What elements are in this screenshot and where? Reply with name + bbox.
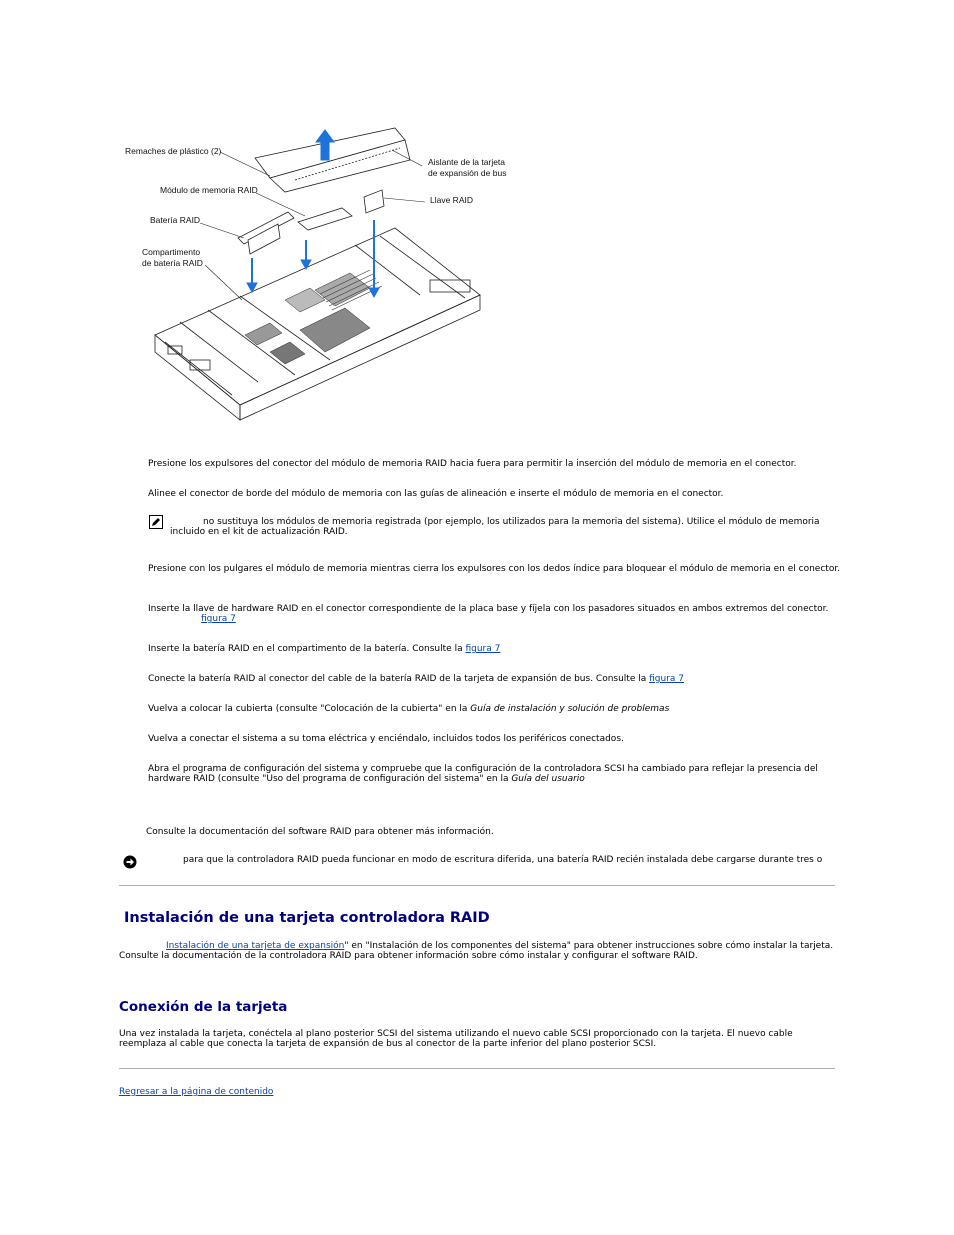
label-raid-memory-module: Módulo de memoria RAID	[160, 185, 258, 195]
note-line-1: no sustituya los módulos de memoria registrada (por ejemplo, los utilizados para la memoria del sistema). Utilice el módulo de memoria	[203, 517, 820, 527]
step-7-italic: Guía de instalación y solución de problemas	[470, 704, 670, 714]
step-5	[148, 644, 500, 655]
label-battery-bay-2: de batería RAID	[142, 258, 203, 268]
pencil-note-icon	[149, 515, 163, 532]
divider-1	[119, 885, 835, 886]
notice-text: para que la controladora RAID pueda funcionar en modo de escritura diferida, una batería RAID recién instalada debe cargarse durante tres o	[183, 855, 823, 865]
label-battery-bay-1: Compartimento	[142, 247, 201, 257]
back-to-contents-link[interactable]: Regresar a la página de contenido	[119, 1087, 274, 1097]
section-2-line-1: Una vez instalada la tarjeta, conéctela al plano posterior SCSI del sistema utilizando el nuevo cable SCSI proporcionado con la tarjeta. El nuevo cable	[119, 1029, 793, 1039]
raid-installation-figure	[120, 120, 520, 430]
step-3: Presione con los pulgares el módulo de memoria mientras cierra los expulsores con los dedos índice para bloquear el módulo de memoria en el conector.	[148, 564, 841, 574]
step-6-figure-link[interactable]: figura 7	[649, 674, 684, 684]
step-7	[148, 704, 669, 715]
step-6-text: Conecte la batería RAID al conector del cable de la batería RAID de la tarjeta de expansión de bus. Consulte la	[148, 674, 650, 684]
server-illustration	[120, 120, 520, 430]
step-4: Inserte la llave de hardware RAID en el conector correspondiente de la placa base y fíjela con los pasadores situados en ambos extremos del conector.	[148, 604, 829, 614]
section-1-line-1-text: " en "Instalación de los componentes del sistema" para obtener instrucciones sobre cómo instalar la tarjeta.	[344, 941, 834, 951]
after-steps-text: Consulte la documentación del software RAID para obtener más información.	[146, 827, 494, 837]
section-1-line-2: Consulte la documentación de la controladora RAID para obtener información sobre cómo instalar y configurar el software RAID.	[119, 951, 698, 961]
section-2-line-2: reemplaza al cable que conecta la tarjeta de expansión de bus al conector de la parte inferior del plano posterior SCSI.	[119, 1039, 657, 1049]
label-raid-key: Llave RAID	[430, 195, 473, 205]
step-9-text: hardware RAID (consulte "Uso del programa de configuración del sistema" en la	[148, 774, 512, 784]
step-6	[148, 674, 684, 685]
step-8: Vuelva a conectar el sistema a su toma eléctrica y enciéndalo, incluidos todos los periféricos conectados.	[148, 734, 624, 744]
step-5-text: Inserte la batería RAID en el compartimento de la batería. Consulte la	[148, 644, 466, 654]
step-4-figure-link[interactable]: figura 7	[201, 614, 236, 624]
step-9-line-2	[148, 774, 585, 785]
notice-arrow-icon	[123, 855, 137, 872]
section-title-card-connection: Conexión de la tarjeta	[119, 999, 288, 1015]
step-5-figure-link[interactable]: figura 7	[465, 644, 501, 654]
label-plastic-rivets: Remaches de plástico (2)	[125, 146, 222, 156]
expansion-card-link[interactable]: Instalación de una tarjeta de expansión	[166, 941, 345, 951]
label-insulator-2: de expansión de bus	[428, 168, 507, 178]
label-insulator-1: Aislante de la tarjeta	[428, 157, 506, 167]
step-2: Alinee el conector de borde del módulo de memoria con las guías de alineación e inserte el módulo de memoria en el conector.	[148, 489, 724, 499]
note-line-2: incluido en el kit de actualización RAID.	[170, 527, 348, 537]
section-title-raid-controller: Instalación de una tarjeta controladora RAID	[124, 910, 490, 926]
step-1: Presione los expulsores del conector del módulo de memoria RAID hacia fuera para permitir la inserción del módulo de memoria en el conector.	[148, 459, 797, 469]
divider-2	[119, 1068, 835, 1069]
step-9-italic: Guía del usuario	[511, 774, 585, 784]
label-raid-battery: Batería RAID	[150, 215, 201, 225]
step-9-line-1: Abra el programa de configuración del sistema y compruebe que la configuración de la controladora SCSI ha cambiado para reflejar la presencia del	[148, 764, 818, 774]
step-7-text: Vuelva a colocar la cubierta (consulte "Colocación de la cubierta" en la	[148, 704, 471, 714]
